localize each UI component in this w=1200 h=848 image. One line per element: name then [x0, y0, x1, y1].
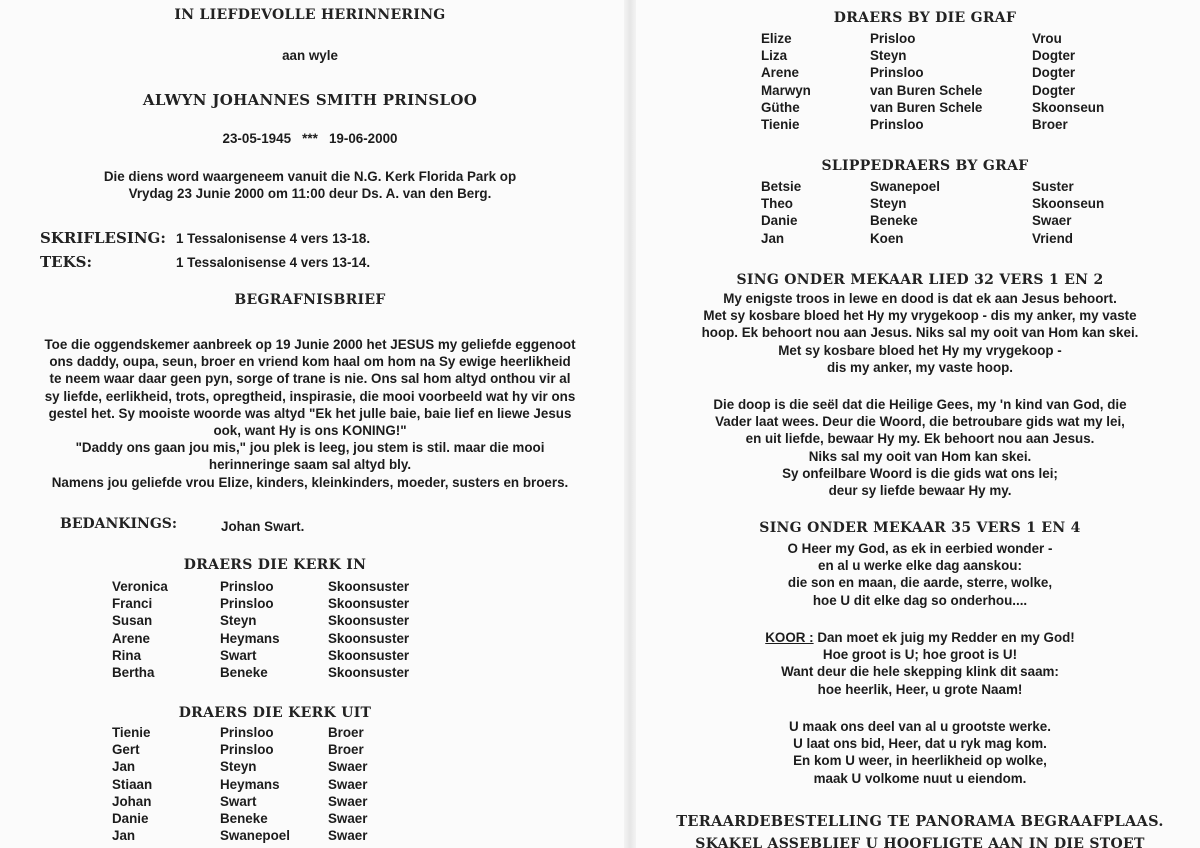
bearer-first-name: Güthe	[761, 99, 800, 115]
draers-in-table	[112, 578, 438, 681]
letter-line: herinneringe saam sal altyd bly.	[208, 457, 412, 473]
hymn-line: hoe heerlik, Heer, u grote Naam!	[817, 681, 1023, 697]
koor-first-line	[640, 629, 1200, 646]
letter-line: te neem waar daar geen pyn, sorge of trane is nie. Ons sal hom altyd onthou vir al	[49, 371, 571, 387]
bearer-surname: Swart	[220, 647, 257, 663]
bearer-relation: Vrou	[1032, 31, 1062, 46]
bearer-row	[761, 82, 1142, 99]
bearer-surname: Prinsloo	[870, 117, 924, 133]
deceased-name: ALWYN JOHANNES SMITH PRINSLOO	[142, 91, 478, 109]
bearer-first-name: Elize	[761, 31, 792, 46]
hymn-line: maak U volkome nuut u eiendom.	[813, 770, 1027, 786]
slippedraers-title: SLIPPEDRAERS BY GRAF	[821, 158, 1029, 174]
letter-line: Toe die oggendskemer aanbreek op 19 Junie 2000 het JESUS my geliefde eggenoot	[44, 337, 576, 352]
bearer-surname: Steyn	[870, 196, 907, 212]
bearer-surname: van Buren Schele	[870, 99, 983, 115]
hymn-line: My enigste troos in lewe en dood is dat ek aan Jesus behoort.	[723, 291, 1117, 306]
bearer-relation: Swaer	[328, 776, 368, 792]
bearer-first-name: Arene	[112, 630, 150, 646]
bearer-surname: van Buren Schele	[870, 82, 983, 98]
bearer-first-name: Gert	[112, 742, 140, 758]
aan-wyle-text: aan wyle	[282, 48, 338, 63]
letter-line: ook, want Hy is ons KONING!"	[213, 423, 407, 439]
bearer-row	[112, 793, 408, 810]
headlights-notice: SKAKEL ASSEBLIEF U HOOFLIGTE AAN IN DIE STOET	[695, 836, 1145, 848]
draers-graf-table	[761, 30, 1142, 133]
service-line: Vrydag 23 Junie 2000 om 11:00 deur Ds. A. van den Berg.	[128, 186, 492, 202]
bearer-surname: Steyn	[870, 48, 907, 64]
bearer-surname: Steyn	[220, 613, 257, 629]
bearer-first-name: Jan	[761, 230, 785, 246]
skriflesing-label: SKRIFLESING:	[40, 229, 166, 247]
life-dates: 23-05-1945 *** 19-06-2000	[222, 131, 398, 146]
lied35-verse1	[640, 540, 1200, 609]
bearer-row	[761, 64, 1142, 81]
bearer-relation: Skoonsuster	[328, 613, 410, 629]
page-fold	[624, 0, 636, 848]
skriflesing-value: 1 Tessalonisense 4 vers 13-18.	[176, 231, 371, 246]
teks-value: 1 Tessalonisense 4 vers 13-14.	[176, 255, 371, 270]
bearer-row	[112, 827, 408, 844]
bearer-first-name: Jan	[112, 828, 136, 844]
right-page	[640, 0, 1200, 848]
bearer-first-name: Stiaan	[112, 776, 153, 792]
bearer-first-name: Tienie	[761, 117, 800, 133]
bearer-row	[112, 647, 438, 664]
bearer-surname: Prinsloo	[220, 579, 274, 594]
bearer-relation: Swaer	[328, 828, 368, 844]
bearer-surname: Swart	[220, 793, 257, 809]
service-line: Die diens word waargeneem vanuit die N.G. Kerk Florida Park op	[103, 169, 517, 184]
bearer-surname: Swanepoel	[870, 179, 940, 194]
bearer-relation: Suster	[1032, 179, 1074, 194]
funeral-letter	[0, 336, 620, 491]
bearer-surname: Beneke	[220, 811, 268, 827]
hymn-line: O Heer my God, as ek in eerbied wonder -	[787, 541, 1053, 556]
bearer-row	[112, 595, 438, 612]
hymn-line: Want deur die hele skepping klink dit saam:	[781, 664, 1059, 680]
letter-line: Namens jou geliefde vrou Elize, kinders, kleinkinders, moeder, susters en broers.	[51, 474, 569, 490]
bearer-row	[112, 776, 408, 793]
bearer-first-name: Bertha	[112, 665, 155, 681]
letter-line: sy liefde, eerlikheid, trots, opregtheid, inspirasie, die mooi voorbeeld wat hy vir ons	[44, 388, 576, 404]
bearer-relation: Vriend	[1032, 230, 1073, 246]
bearer-row	[112, 664, 438, 681]
bearer-row	[761, 195, 1142, 212]
bearer-first-name: Tienie	[112, 725, 151, 740]
hymn-line: Met sy kosbare bloed het Hy my vrygekoop - dis my anker, my vaste	[703, 308, 1137, 324]
bearer-row	[761, 230, 1142, 247]
bearer-first-name: Jan	[112, 759, 136, 775]
bearer-first-name: Johan	[112, 793, 152, 809]
bearer-row	[112, 741, 408, 758]
bearer-first-name: Liza	[761, 48, 788, 64]
bearer-row	[112, 724, 408, 741]
memorial-title: IN LIEFDEVOLLE HERINNERING	[174, 7, 446, 23]
hymn-line: Niks sal my ooit van Hom kan skei.	[808, 448, 1032, 464]
bearer-relation: Broer	[328, 742, 364, 758]
bearer-row	[761, 212, 1142, 229]
bearer-relation: Broer	[328, 725, 364, 740]
bearer-row	[761, 30, 1142, 47]
bearer-surname: Prinsloo	[870, 65, 924, 81]
bearer-row	[112, 758, 408, 775]
bearer-surname: Heymans	[220, 630, 280, 646]
bearer-row	[761, 116, 1142, 133]
hymn-line: U maak ons deel van al u grootste werke.	[789, 719, 1051, 734]
bearer-surname: Prinsloo	[220, 742, 274, 758]
letter-line: "Daddy ons gaan jou mis," jou plek is leeg, jou stem is stil. maar die mooi	[75, 440, 545, 456]
hymn-line: die son en maan, die aarde, sterre, wolke,	[787, 575, 1053, 591]
bearer-first-name: Betsie	[761, 179, 802, 194]
bearer-relation: Skoonsuster	[328, 647, 410, 663]
bearer-relation: Skoonsuster	[328, 596, 410, 612]
hymn-line: deur sy liefde bewaar Hy my.	[828, 483, 1012, 499]
draers-in-title: DRAERS DIE KERK IN	[183, 557, 367, 573]
hymn-line: en uit liefde, bewaar Hy my. Ek behoort nou aan Jesus.	[745, 431, 1095, 447]
bearer-relation: Dogter	[1032, 48, 1076, 64]
lied32-verse2	[640, 396, 1200, 499]
bearer-first-name: Marwyn	[761, 82, 811, 98]
teks-label: TEKS:	[40, 253, 93, 271]
bearer-surname: Prisloo	[870, 31, 916, 46]
bearer-row	[761, 47, 1142, 64]
bearer-first-name: Arene	[761, 65, 799, 81]
hymn-line: Met sy kosbare bloed het Hy my vrygekoop -	[778, 342, 1062, 358]
hymn-line: hoe U dit elke dag so onderhou....	[812, 592, 1028, 608]
bearer-first-name: Danie	[761, 213, 798, 229]
hymn-line: En kom U weer, in heerlikheid op wolke,	[793, 753, 1047, 769]
bearer-first-name: Veronica	[112, 579, 168, 594]
bearer-relation: Broer	[1032, 117, 1068, 133]
hymn-line: Sy onfeilbare Woord is die gids wat ons lei;	[782, 465, 1058, 481]
slippedraers-table	[761, 178, 1142, 247]
lied35-verse4	[640, 718, 1200, 787]
draers-graf-title: DRAERS BY DIE GRAF	[833, 10, 1017, 26]
bearer-relation: Skoonseun	[1032, 99, 1105, 115]
koor-line: Dan moet ek juig my Redder en my God!	[813, 630, 1075, 645]
hymn-line: hoop. Ek behoort nou aan Jesus. Niks sal my ooit van Hom kan skei.	[701, 325, 1139, 341]
bearer-relation: Skoonsuster	[328, 630, 410, 646]
lied32-title: SING ONDER MEKAAR LIED 32 VERS 1 EN 2	[736, 272, 1104, 288]
bearer-surname: Koen	[870, 230, 904, 246]
bearer-row	[761, 178, 1142, 195]
bedankings-value: Johan Swart.	[221, 519, 305, 534]
bearer-relation: Dogter	[1032, 82, 1076, 98]
bearer-relation: Swaer	[328, 793, 368, 809]
bearer-surname: Beneke	[220, 665, 268, 681]
bedankings-label: BEDANKINGS:	[60, 516, 178, 532]
bearer-relation: Skoonseun	[1032, 196, 1105, 212]
hymn-line: en al u werke elke dag aanskou:	[818, 558, 1022, 574]
bearer-first-name: Theo	[761, 196, 793, 212]
hymn-line: Die doop is die seël dat die Heilige Gees, my 'n kind van God, die	[713, 397, 1127, 412]
bearer-first-name: Franci	[112, 596, 153, 612]
service-info	[0, 168, 620, 202]
bearer-relation: Swaer	[328, 811, 368, 827]
hymn-line: Hoe groot is U; hoe groot is U!	[822, 647, 1018, 663]
teraarde-notice: TERAARDEBESTELLING TE PANORAMA BEGRAAFPLAAS.	[676, 813, 1164, 830]
bearer-row	[112, 612, 438, 629]
draers-uit-table	[112, 724, 408, 844]
bearer-first-name: Susan	[112, 613, 153, 629]
bearer-row	[761, 99, 1142, 116]
bearer-first-name: Rina	[112, 647, 142, 663]
bearer-row	[112, 810, 408, 827]
bearer-relation: Skoonsuster	[328, 665, 410, 681]
bearer-row	[112, 630, 438, 647]
draers-uit-title: DRAERS DIE KERK UIT	[178, 705, 372, 721]
bearer-relation: Swaer	[1032, 213, 1072, 229]
bearer-first-name: Danie	[112, 811, 149, 827]
bearer-relation: Swaer	[328, 759, 368, 775]
bearer-relation: Dogter	[1032, 65, 1076, 81]
bearer-surname: Swanepoel	[220, 828, 290, 844]
bearer-surname: Prinsloo	[220, 596, 274, 612]
koor-label: KOOR :	[765, 630, 814, 645]
lied35-title: SING ONDER MEKAAR 35 VERS 1 EN 4	[759, 520, 1081, 536]
letter-line: gestel het. Sy mooiste woorde was altyd "Ek het julle baie, baie lief en liewe Jesus	[48, 405, 572, 421]
bearer-surname: Prinsloo	[220, 725, 274, 740]
bearer-surname: Beneke	[870, 213, 918, 229]
bearer-surname: Heymans	[220, 776, 280, 792]
bearer-surname: Steyn	[220, 759, 257, 775]
lied35-koor	[640, 629, 1200, 698]
lied32-verse1	[640, 290, 1200, 376]
letter-line: ons daddy, oupa, seun, broer en vriend kom haal om hom na Sy ewige heerlikheid	[49, 354, 571, 370]
hymn-line: Vader laat wees. Deur die Woord, die betroubare gids wat my lei,	[715, 414, 1125, 430]
begrafnisbrief-title: BEGRAFNISBRIEF	[234, 292, 386, 308]
bearer-row	[112, 578, 438, 595]
hymn-line: dis my anker, my vaste hoop.	[826, 359, 1014, 375]
bearer-relation: Skoonsuster	[328, 579, 410, 594]
hymn-line: U laat ons bid, Heer, dat u ryk mag kom.	[793, 736, 1047, 752]
